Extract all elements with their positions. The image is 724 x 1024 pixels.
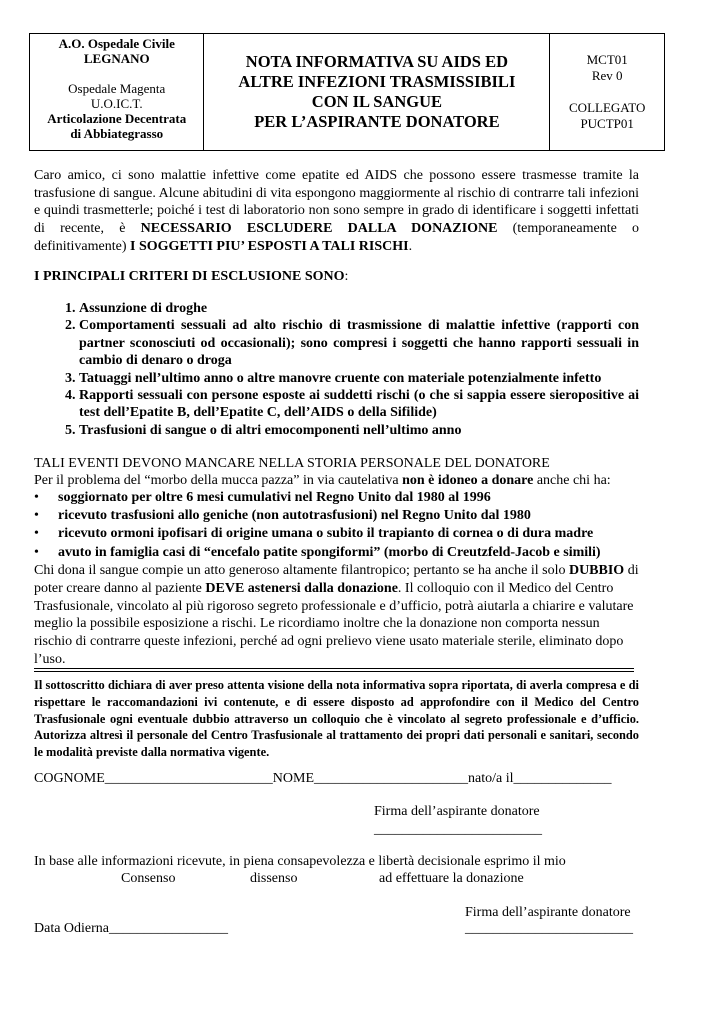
consent-option[interactable]: Consenso [121,871,176,886]
unit-code: U.O.IC.T. [90,96,143,111]
declaration-paragraph: Il sottoscritto dichiara di aver preso attenta visione della nota informativa sopra riportata, di averla compresa e di rispettare le raccomandazioni ivi contenute, e di essere disposto ad approfondire con il Medico del Centro Trasfusionale ogni eventuale dubbio attraverso un colloquio che è vincolato al segreto professionale e d’ufficio. Autorizza altresì il personale del Centro Trasfusionale al trattamento dei propri dati personali e sanitari, secondo le modalità previste dalla normativa vigente. [34,678,639,760]
list-item: 5. Trasfusioni di sangue o di altri emocomponenti nell’ultimo anno [79,422,639,439]
list-item: • avuto in famiglia casi di “encefalo patite spongiformi” (morbo di Creutzfeld-Jacob e simili) [34,544,649,562]
date-label: Data Odierna_________________ [34,921,229,936]
date-field[interactable]: _________________ [109,921,229,936]
identity-row [34,771,612,787]
list-item: • soggiornato per oltre 6 mesi cumulativi nel Regno Unito dal 1980 al 1996 [34,489,649,507]
donation-purpose: ad effettuare la donazione [379,871,524,886]
divider [34,671,634,672]
list-item: 2. Comportamenti sessuali ad alto rischio di trasmissione di malattie infettive (rapporti con partner sconosciuti od occasionali); sono compresi i soggetti che hanno rapporti sessuali in cambio di denaro o droga [79,317,639,369]
consent-text: In base alle informazioni ricevute, in piena consapevolezza e libertà decisionale esprimo il mio [34,854,566,869]
list-item: 3. Tatuaggi nell’ultimo anno o altre manovre cruente con materiale potenzialmente infetto [79,370,639,387]
signature-label: Firma dell’aspirante donatore [374,804,540,819]
birth-date-field[interactable]: ______________ [513,771,612,786]
articulation: Articolazione Decentrata [47,111,187,126]
hospital-city: LEGNANO [83,51,150,66]
linked-code: PUCTP01 [580,116,634,131]
location: di Abbiategrasso [70,126,164,141]
title-line: PER L’ASPIRANTE DONATORE [254,112,500,131]
surname-field[interactable]: ________________________ [104,771,273,786]
title-line: CON IL SANGUE [311,92,442,111]
donation-paragraph: Chi dona il sangue compie un atto generoso altamente filantropico; pertanto se ha anche il solo DUBBIO di poter creare danno al paziente DEVE astenersi dalla donazione. Il colloquio con il Medico del Centro Trasfusionale, vincolato al più rigoroso segreto professionale e d’ufficio, potrà aiutarla a chiarire e valutare meglio la possibile esposizione a rischi. Le ricordiamo inoltre che la donazione non comporta nessun rischio di contrarre queste infezioni, perché ad ogni prelievo viene usato materiale sterile, eliminato dopo l’uso. [34,563,639,667]
events-subheading: Per il problema del “morbo della mucca pazza” in via cautelativa non è idoneo a donare anche chi ha: [34,473,611,488]
events-heading: TALI EVENTI DEVONO MANCARE NELLA STORIA PERSONALE DEL DONATORE [34,456,550,471]
title-line: NOTA INFORMATIVA SU AIDS ED [245,52,509,71]
list-item: 4. Rapporti sessuali con persone esposte ai suddetti rischi (o che si sappia essere sieropositive ai test dell’Epatite B, dell’Epatite C, dell’AIDS o della Sifilide) [79,387,639,422]
hospital-name: A.O. Ospedale Civile [58,36,175,51]
criteria-title: I PRINCIPALI CRITERI DI ESCLUSIONE SONO: [34,269,349,284]
header-hospital-cell [30,34,204,150]
list-item: 1. Assunzione di droghe [79,300,639,317]
divider [34,668,634,669]
name-label: NOME [272,771,315,786]
document-code: MCT01 [586,52,628,67]
dissent-option[interactable]: dissenso [250,871,298,886]
header-title-cell [204,34,550,150]
linked-label: COLLEGATO [569,100,646,115]
signature-label: Firma dell’aspirante donatore [465,905,631,920]
list-item: • ricevuto trasfusioni allo geniche (non autotrasfusioni) nel Regno Unito dal 1980 [34,507,649,525]
list-item: • ricevuto ormoni ipofisari di origine umana o subito il trapianto di cornea o di dura madre [34,525,649,543]
header-code-cell [550,34,664,150]
title-line: ALTRE INFEZIONI TRASMISSIBILI [238,72,516,91]
signature-field[interactable]: ________________________ [374,822,542,837]
hospital-secondary: Ospedale Magenta [68,81,166,96]
birth-label: nato/a il [468,771,514,786]
exclusion-bullets [34,489,649,562]
surname-label: COGNOME [34,771,105,786]
intro-paragraph: Caro amico, ci sono malattie infettive come epatite ed AIDS che possono essere trasmesse tramite la trasfusione di sangue. Alcune abitudini di vita espongono maggiormente al rischio di contrarre tali infezioni e quindi trasmetterle; poiché i test di laboratorio non sono sempre in grado di identificare i soggetti infettati di recente, è NECESSARIO ESCLUDERE DALLA DONAZIONE (temporaneamente o definitivamente) I SOGGETTI PIU’ ESPOSTI A TALI RISCHI. [34,168,639,254]
criteria-list [34,300,639,439]
revision: Rev 0 [591,68,623,83]
header-table [29,33,665,151]
name-field[interactable]: ______________________ [314,771,469,786]
signature-field[interactable]: ________________________ [465,921,633,936]
